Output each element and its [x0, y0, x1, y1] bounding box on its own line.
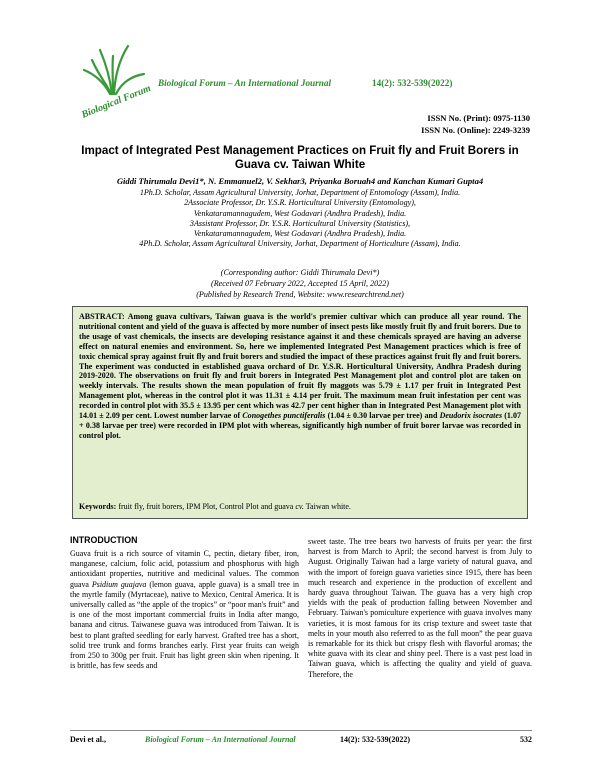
footer-author: Devi et al., [70, 735, 106, 744]
footer-volume: 14(2): 532-539(2022) [340, 735, 410, 744]
intro-text-2: (lemon guava, apple guava) is a small tree in the myrtle family (Myrtaceae), native to Mexico, Central America. It is universally called as “the apple of the tropics” or “poor man's fruit” and is one of the most important commercial fruits in India after mango, banana and citrus. Taiwanese guava was introduced from Taiwan. It is best to plant grafted seedling for early harvest. Grafted tree has a short, solid tree trunk and forms branches early. First year fruits can weigh from 250 to 300g per fruit. Fruit has light green skin when ripening. It is brittle, has few seeds and [70, 579, 300, 671]
footer-journal: Biological Forum – An International Journal [145, 735, 296, 744]
keywords-cv: cv. [295, 502, 304, 511]
abstract-body-2: (1.04 ± 0.30 larvae per tree) and [325, 411, 440, 421]
abstract-species-2: Deudorix isocrates [439, 411, 503, 421]
abstract-label: ABSTRACT: [79, 312, 125, 321]
author-list: Giddi Thirumala Devi1*, N. Emmanuel2, V. Sekhar3, Priyanka Boruah4 and Kanchan Kumari Gupta4 [116, 176, 484, 186]
abstract-body-3: (1.07 + 0.38 larvae per tree) were recorded in IPM plot with whereas, significantly high number of fruit borer larvae was recorded in control plot. [79, 411, 522, 440]
left-column [70, 549, 299, 671]
right-column: sweet taste. The tree bears two harvests of fruits per year: the first harvest is from March to April; the second harvest is from July to August. Originally Taiwan had a large variety of natural guava, and with the import of foreign guava varieties since 1915, there has been much research and experience in the production of excellent and hardy guava throughout Taiwan. The guava has a very high crop yields with the peak of production falling between November and February. Taiwan's pomiculture experience with guava involves many varieties, it is most famous for its crisp texture and sweet taste that melts in your mouth also referred to as the full moon” the pear guava is remarkable for its thick but crispy flesh with flavorful aromas; the white guava with its clear and shiny peel. There is a vast pest load in Taiwan guava, which is affecting the quality and yield of guava. Therefore, the [308, 537, 532, 679]
issn-online: ISSN No. (Online): 2249-3239 [421, 125, 530, 135]
intro-species: Psidium guajava [91, 579, 147, 589]
affiliations [70, 188, 530, 250]
affiliation-line: 4Ph.D. Scholar, Assam Agricultural University, Jorhat, Department of Horticulture (Assam), India. [139, 239, 461, 249]
keywords-label: Keywords: [79, 502, 117, 511]
journal-volume: 14(2): 532-539(2022) [372, 78, 453, 88]
section-title: INTRODUCTION [70, 535, 138, 545]
article-meta [70, 267, 530, 300]
keywords-text: fruit fly, fruit borers, IPM Plot, Control Plot and guava [116, 502, 296, 511]
grass-plant-icon [72, 38, 154, 120]
logo-text: Biological Forum [80, 82, 153, 120]
keywords [79, 502, 521, 512]
issn-print: ISSN No. (Print): 0975-1130 [427, 113, 530, 123]
journal-logo [72, 38, 154, 120]
keywords-tail: Taiwan white. [303, 502, 351, 511]
affiliation-line: 3Assistant Professor, Dr. Y.S.R. Horticultural University (Statistics), [189, 218, 411, 228]
page-number: 532 [520, 735, 532, 744]
affiliation-line: Venkataramannagudem, West Godavari (Andhra Pradesh), India. [193, 229, 407, 239]
intro-text-1: Guava fruit is a rich source of vitamin C, pectin, dietary fiber, iron, manganese, calcium, folic acid, potassium and phosphorus with high antioxidant properties, nutritive and medicinal values. The common guava [70, 549, 299, 589]
journal-name: Biological Forum – An International Journal [158, 78, 331, 88]
publisher-line: (Published by Research Trend, Website: www.researchtrend.net) [196, 290, 404, 299]
paper-title: Impact of Integrated Pest Management Practices on Fruit fly and Fruit Borers in Guava cv. Taiwan White [81, 144, 519, 171]
abstract-body-1: Among guava cultivars, Taiwan guava is the world's premier cultivar which can produce all year round. The nutritional content and yield of the guava is affected by more number of insect pests like mostly fruit fly and fruit borers. Due to the usage of vast chemicals, the insects are developing resistance against it and these chemicals sprayed are having an adverse effect on natural enemies and environment. So, here we implemented Integrated Pest Management practices which is free of toxic chemical spray against fruit fly and fruit borers and studied the impact of these practices against fruit fly and fruit borers. The experiment was conducted in established guava orchard of Dr. Y.S.R. Horticultural University, Andhra Pradesh during 2019-2020. The observations on fruit fly and fruit borers in Integrated Pest Management plot and control plot are taken on weekly intervals. The results shown the mean population of fruit fly maggots was 5.79 ± 1.17 per fruit in Integrated Pest Management plot, whereas in the control plot it was 11.31 ± 4.14 per fruit. The maximum mean fruit infestation per cent was recorded in control plot with 35.5 ± 13.95 per cent which was 42.7 per cent higher than in Integrated Pest Management plot with 14.01 ± 2.09 per cent. Lowest number larvae of [79, 312, 521, 421]
abstract-text [79, 312, 521, 441]
affiliation-line: 2Associate Professor, Dr. Y.S.R. Horticultural University (Entomology), [184, 198, 416, 208]
received-dates: (Received 07 February 2022, Accepted 15 April, 2022) [211, 279, 389, 288]
abstract-species-1: Conogethes punctiferalis [242, 411, 326, 421]
corresponding-author: (Corresponding author: Giddi Thirumala Devi*) [220, 268, 380, 277]
affiliation-line: Venkataramannagudem, West Godavari (Andhra Pradesh), India. [193, 208, 407, 218]
footer-divider [70, 730, 532, 731]
abstract-box [72, 306, 528, 519]
affiliation-line: 1Ph.D. Scholar, Assam Agricultural University, Jorhat, Department of Entomology (Assam), India. [139, 188, 461, 197]
